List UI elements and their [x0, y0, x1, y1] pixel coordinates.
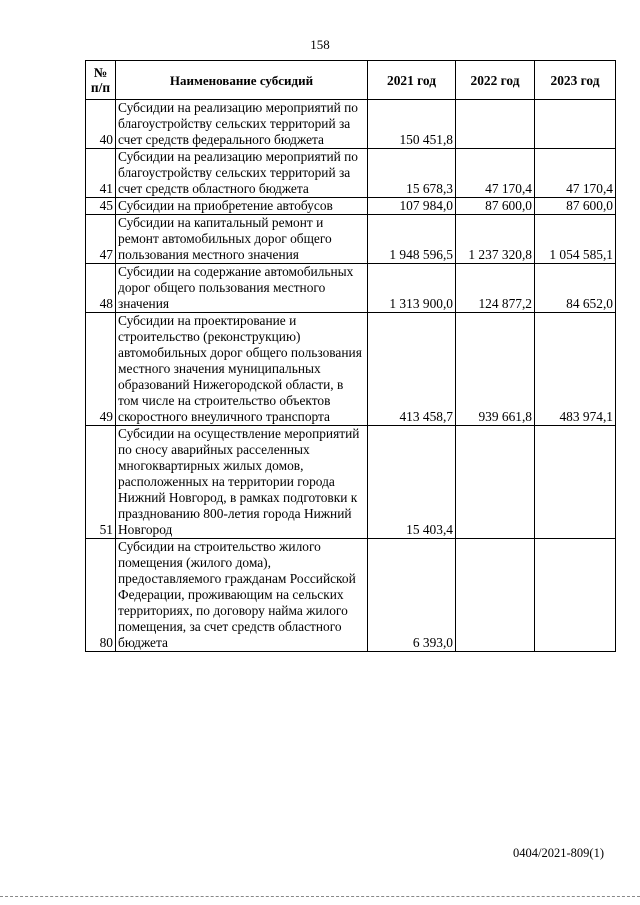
row-value-2022: [456, 100, 535, 149]
page-number: 158: [310, 37, 330, 52]
table-row: [86, 149, 616, 198]
row-value-2021: 150 451,8: [368, 100, 456, 149]
row-name: Субсидии на капитальный ремонт и ремонт автомобильных дорог общего пользования местного значения: [116, 215, 368, 264]
row-value-2023: [535, 539, 616, 652]
scan-edge-line: [0, 896, 640, 901]
row-value-2022: [456, 426, 535, 539]
row-value-2023: [535, 100, 616, 149]
row-num: 48: [86, 264, 116, 313]
row-num: 41: [86, 149, 116, 198]
row-num: 51: [86, 426, 116, 539]
row-num: 49: [86, 313, 116, 426]
row-value-2021: 15 678,3: [368, 149, 456, 198]
row-name: Субсидии на проектирование и строительство (реконструкцию) автомобильных дорог общего пользования местного значения муниципальных образований Нижегородской области, в том числе на строительство объектов скоростного внеуличного транспорта: [116, 313, 368, 426]
row-num: 47: [86, 215, 116, 264]
row-value-2021: 15 403,4: [368, 426, 456, 539]
row-value-2021: 1 313 900,0: [368, 264, 456, 313]
subsidies-table: [85, 60, 616, 652]
row-name: Субсидии на содержание автомобильных дорог общего пользования местного значения: [116, 264, 368, 313]
table-header-row: [86, 61, 616, 100]
row-value-2022: 1 237 320,8: [456, 215, 535, 264]
header-name: Наименование субсидий: [116, 61, 368, 100]
header-2021: 2021 год: [368, 61, 456, 100]
table-row: [86, 215, 616, 264]
row-value-2022: 47 170,4: [456, 149, 535, 198]
row-value-2023: 1 054 585,1: [535, 215, 616, 264]
row-name: Субсидии на реализацию мероприятий по благоустройству сельских территорий за счет средств областного бюджета: [116, 149, 368, 198]
row-value-2022: 939 661,8: [456, 313, 535, 426]
header-2022: 2022 год: [456, 61, 535, 100]
row-value-2021: 413 458,7: [368, 313, 456, 426]
row-name: Субсидии на приобретение автобусов: [116, 198, 368, 215]
row-value-2023: 87 600,0: [535, 198, 616, 215]
row-value-2022: [456, 539, 535, 652]
row-num: 40: [86, 100, 116, 149]
row-name: Субсидии на осуществление мероприятий по сносу аварийных расселенных многоквартирных жилых домов, расположенных на территории города Нижний Новгород, в рамках подготовки к празднованию 800-летия города Нижний Новгород: [116, 426, 368, 539]
table-row: [86, 198, 616, 215]
row-value-2021: 1 948 596,5: [368, 215, 456, 264]
row-value-2022: 124 877,2: [456, 264, 535, 313]
row-value-2021: 107 984,0: [368, 198, 456, 215]
table-row: [86, 100, 616, 149]
row-value-2021: 6 393,0: [368, 539, 456, 652]
row-value-2023: [535, 426, 616, 539]
header-num: № п/п: [86, 61, 116, 100]
table-row: [86, 539, 616, 652]
row-num: 45: [86, 198, 116, 215]
row-value-2022: 87 600,0: [456, 198, 535, 215]
row-name: Субсидии на реализацию мероприятий по благоустройству сельских территорий за счет средств федерального бюджета: [116, 100, 368, 149]
row-value-2023: 84 652,0: [535, 264, 616, 313]
document-code: 0404/2021-809(1): [513, 846, 604, 860]
header-2023: 2023 год: [535, 61, 616, 100]
table-row: [86, 264, 616, 313]
table-row: [86, 426, 616, 539]
row-value-2023: 47 170,4: [535, 149, 616, 198]
row-num: 80: [86, 539, 116, 652]
row-value-2023: 483 974,1: [535, 313, 616, 426]
row-name: Субсидии на строительство жилого помещения (жилого дома), предоставляемого гражданам Российской Федерации, проживающим на сельских территориях, по договору найма жилого помещения, за счет средств областного бюджета: [116, 539, 368, 652]
table-row: [86, 313, 616, 426]
